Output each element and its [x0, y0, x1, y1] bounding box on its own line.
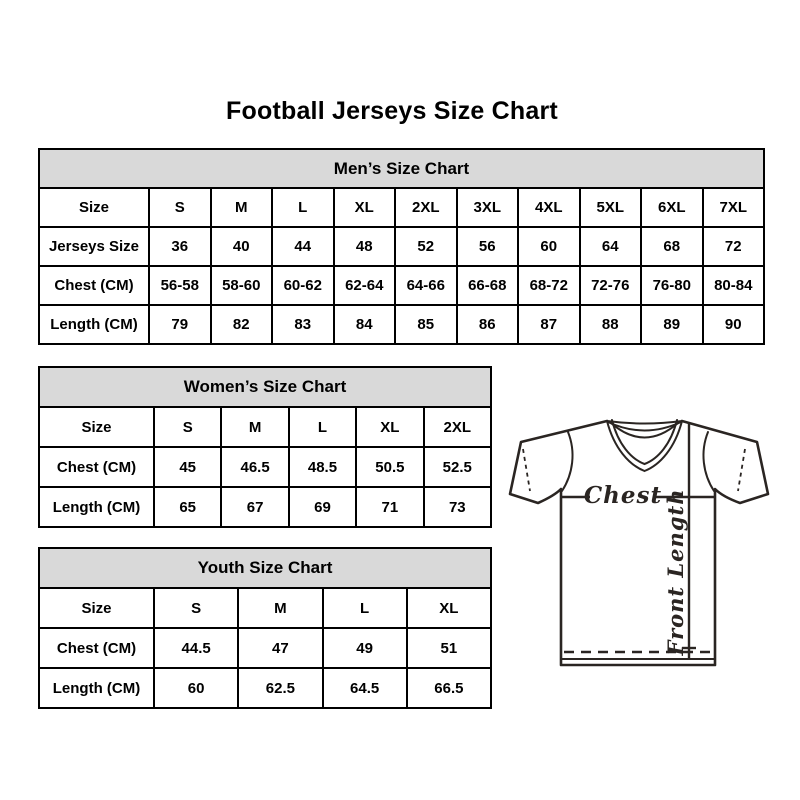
page-title: Football Jerseys Size Chart [226, 97, 558, 125]
table-cell: 58-60 [211, 266, 273, 305]
table-cell: 49 [323, 628, 407, 668]
table-cell: 72-76 [580, 266, 642, 305]
table-cell: 62.5 [238, 668, 322, 708]
table-cell: 36 [149, 227, 211, 266]
table-cell: S [154, 407, 221, 447]
row-label: Length (CM) [39, 487, 154, 527]
table-cell: XL [356, 407, 423, 447]
row-label: Chest (CM) [39, 447, 154, 487]
table-cell: M [221, 407, 288, 447]
table-cell: L [323, 588, 407, 628]
table-cell: 84 [334, 305, 396, 344]
table-cell: S [154, 588, 238, 628]
table-row [39, 628, 491, 668]
table-cell: S [149, 188, 211, 227]
right-cuff-dashed-line [738, 449, 745, 491]
table-cell: 88 [580, 305, 642, 344]
table-cell: 65 [154, 487, 221, 527]
table-cell: 56 [457, 227, 519, 266]
table-cell: 66-68 [457, 266, 519, 305]
youth-header: Youth Size Chart [39, 548, 491, 588]
front-length-label: Front Length [663, 488, 688, 656]
table-cell: L [272, 188, 334, 227]
table-cell: 64 [580, 227, 642, 266]
row-label: Size [39, 407, 154, 447]
table-cell: 76-80 [641, 266, 703, 305]
table-cell: 60 [518, 227, 580, 266]
table-cell: 46.5 [221, 447, 288, 487]
table-row [39, 407, 491, 447]
table-cell: M [211, 188, 273, 227]
table-cell: 60 [154, 668, 238, 708]
table-cell: 4XL [518, 188, 580, 227]
table-cell: 6XL [641, 188, 703, 227]
table-cell: XL [334, 188, 396, 227]
table-cell: 80-84 [703, 266, 765, 305]
table-cell: XL [407, 588, 491, 628]
table-row [39, 227, 764, 266]
jersey-measurement-diagram [500, 402, 778, 692]
table-cell: 5XL [580, 188, 642, 227]
table-row [39, 305, 764, 344]
right-sleeve-seam [703, 432, 714, 491]
table-row [39, 447, 491, 487]
table-cell: 47 [238, 628, 322, 668]
left-cuff-dashed-line [523, 449, 530, 491]
table-cell: 86 [457, 305, 519, 344]
row-label: Chest (CM) [39, 628, 154, 668]
table-cell: 44.5 [154, 628, 238, 668]
collar-back-line [607, 421, 682, 424]
table-cell: 64-66 [395, 266, 457, 305]
left-sleeve-seam [562, 432, 573, 491]
womens-size-table [38, 366, 492, 528]
jersey-outline [510, 421, 768, 665]
table-cell: L [289, 407, 356, 447]
row-label: Jerseys Size [39, 227, 149, 266]
table-cell: 50.5 [356, 447, 423, 487]
table-cell: 85 [395, 305, 457, 344]
mens-size-table [38, 148, 765, 345]
table-row [39, 487, 491, 527]
table-cell: 2XL [395, 188, 457, 227]
table-row [39, 668, 491, 708]
row-label: Length (CM) [39, 668, 154, 708]
youth-size-table [38, 547, 492, 709]
table-cell: 51 [407, 628, 491, 668]
table-cell: 60-62 [272, 266, 334, 305]
table-cell: 52.5 [424, 447, 491, 487]
row-label: Length (CM) [39, 305, 149, 344]
row-label: Size [39, 588, 154, 628]
table-cell: 71 [356, 487, 423, 527]
table-cell: 2XL [424, 407, 491, 447]
table-cell: 69 [289, 487, 356, 527]
row-label: Chest (CM) [39, 266, 149, 305]
table-cell: 68 [641, 227, 703, 266]
table-cell: M [238, 588, 322, 628]
table-cell: 73 [424, 487, 491, 527]
table-cell: 68-72 [518, 266, 580, 305]
table-cell: 48.5 [289, 447, 356, 487]
table-cell: 3XL [457, 188, 519, 227]
table-cell: 72 [703, 227, 765, 266]
table-cell: 87 [518, 305, 580, 344]
row-label: Size [39, 188, 149, 227]
table-cell: 62-64 [334, 266, 396, 305]
table-cell: 45 [154, 447, 221, 487]
womens-header: Women’s Size Chart [39, 367, 491, 407]
table-cell: 90 [703, 305, 765, 344]
table-cell: 79 [149, 305, 211, 344]
table-cell: 67 [221, 487, 288, 527]
table-cell: 66.5 [407, 668, 491, 708]
table-row [39, 266, 764, 305]
table-cell: 52 [395, 227, 457, 266]
table-cell: 56-58 [149, 266, 211, 305]
table-cell: 7XL [703, 188, 765, 227]
table-cell: 40 [211, 227, 273, 266]
table-cell: 44 [272, 227, 334, 266]
table-row [39, 188, 764, 227]
table-cell: 83 [272, 305, 334, 344]
table-cell: 64.5 [323, 668, 407, 708]
table-cell: 89 [641, 305, 703, 344]
table-row [39, 588, 491, 628]
table-cell: 48 [334, 227, 396, 266]
table-cell: 82 [211, 305, 273, 344]
chest-label: Chest [583, 482, 663, 509]
mens-header: Men’s Size Chart [39, 149, 764, 188]
